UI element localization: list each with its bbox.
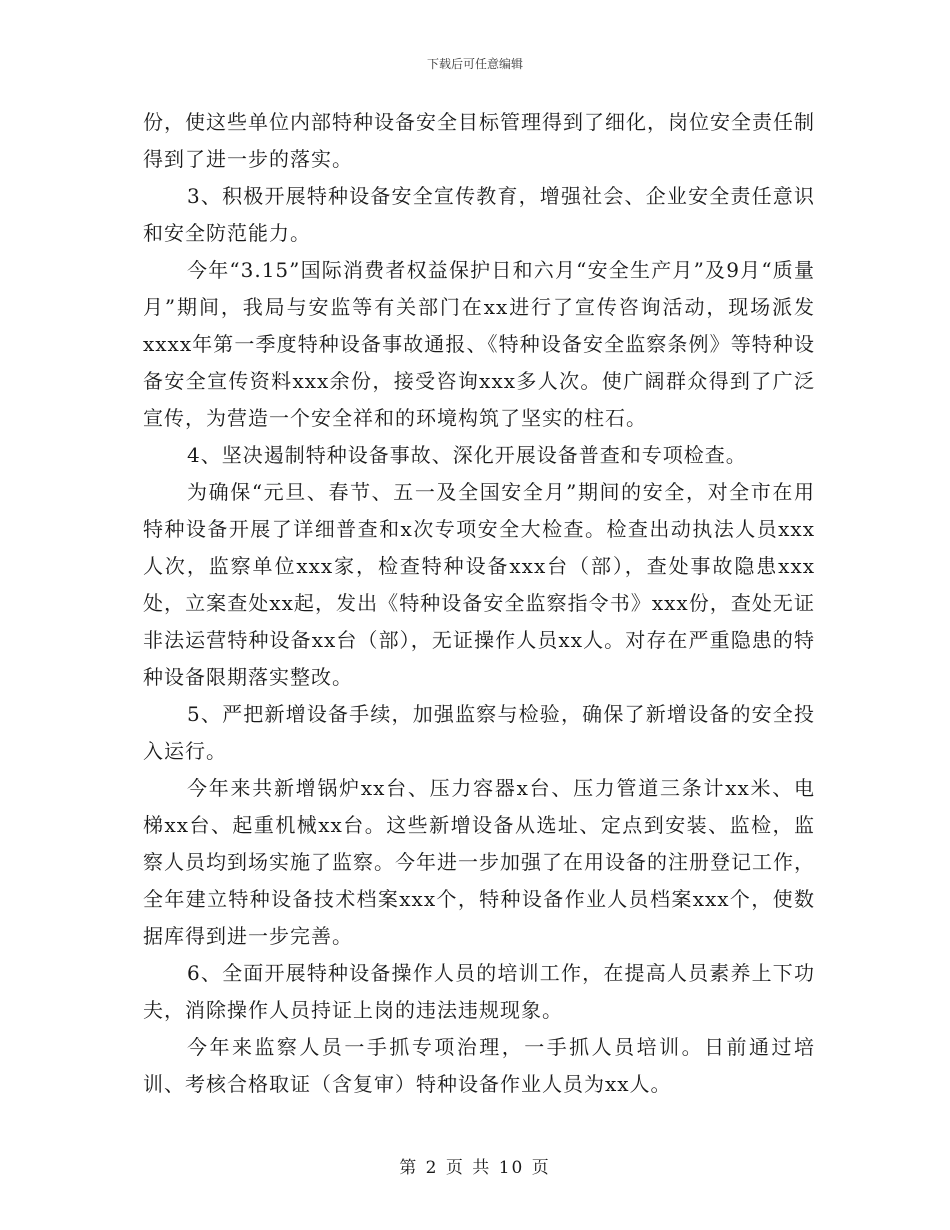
paragraph-7: 今年来共新增锅炉xx台、压力容器x台、压力管道三条计xx米、电梯xx台、起重机械xx台。这些新增设备从选址、定点到安装、监检，监察人员均到场实施了监察。今年进一步加强了在用设备的注册登记工作，全年建立特种设备技术档案xxx个，特种设备作业人员档案xxx个，使数据库得到进一步完善。: [143, 776, 815, 948]
paragraph-9: 今年来监察人员一手抓专项治理，一手抓人员培训。日前通过培训、考核合格取证（含复审）特种设备作业人员为xx人。: [143, 1035, 815, 1096]
page-header: 下载后可任意编辑: [426, 57, 523, 71]
paragraph-5: 为确保“元旦、春节、五一及全国安全月”期间的安全，对全市在用特种设备开展了详细普查和x次专项安全大检查。检查出动执法人员xxx人次，监察单位xxx家，检查特种设备xxx台（部），查处事故隐患xxx处，立案查处xx起，发出《特种设备安全监察指令书》xxx份，查处无证非法运营特种设备xx台（部），无证操作人员xx人。对存在严重隐患的特种设备限期落实整改。: [143, 480, 815, 689]
paragraph-2-heading: 3、积极开展特种设备安全宣传教育，增强社会、企业安全责任意识和安全防范能力。: [143, 184, 815, 245]
paragraph-6-heading: 5、严把新增设备手续，加强监察与检验，确保了新增设备的安全投入运行。: [143, 702, 815, 763]
page-footer: 第 2 页 共 10 页: [399, 1158, 551, 1178]
paragraph-8-heading: 6、全面开展特种设备操作人员的培训工作，在提高人员素养上下功夫，消除操作人员持证上岗的违法违规现象。: [143, 961, 815, 1022]
paragraph-4-heading: 4、坚决遏制特种设备事故、深化开展设备普查和专项检查。: [187, 443, 747, 467]
paragraph-1: 份，使这些单位内部特种设备安全目标管理得到了细化，岗位安全责任制得到了进一步的落实。: [143, 110, 815, 171]
document-body: [143, 104, 815, 1103]
paragraph-3: 今年“3.15”国际消费者权益保护日和六月“安全生产月”及9月“质量月”期间，我局与安监等有关部门在xx进行了宣传咨询活动，现场派发xxxx年第一季度特种设备事故通报、《特种设备安全监察条例》等特种设备安全宣传资料xxx余份，接受咨询xxx多人次。使广阔群众得到了广泛宣传，为营造一个安全祥和的环境构筑了坚实的柱石。: [143, 258, 815, 430]
